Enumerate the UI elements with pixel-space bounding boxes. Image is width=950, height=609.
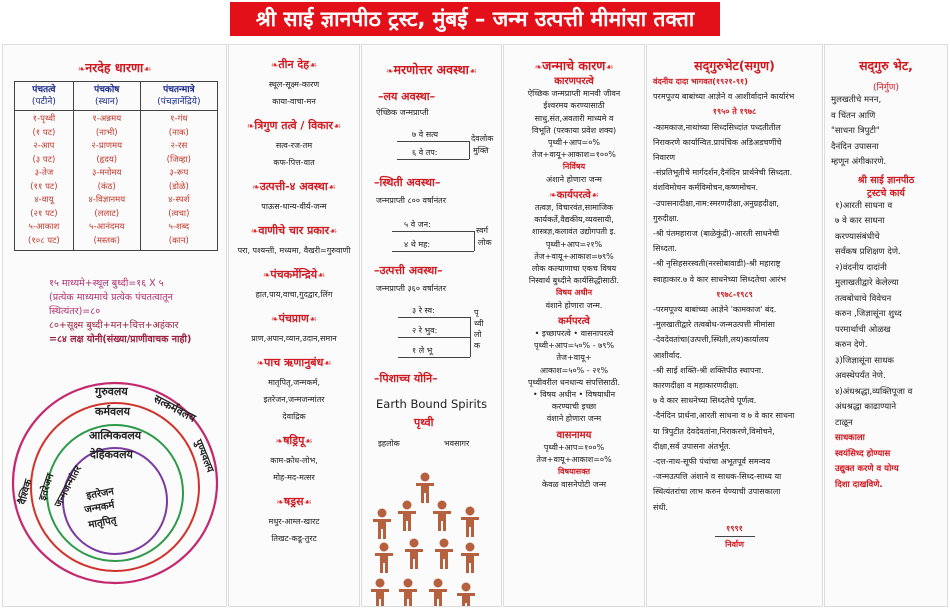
- panel-teen-deh: [228, 44, 360, 607]
- spirit-figure-icon: [373, 509, 391, 540]
- sagun-heading: सद्‌गुरुभेट(सगुण): [694, 58, 775, 73]
- karan-line: पृथ्वी+आप=१००%: [543, 442, 605, 452]
- sagun-item: -श्री साई शक्ति-श्री शक्तिपीठ स्थापना.: [653, 365, 764, 375]
- sagun-item: दीक्षा,सर्व उपासना अंतर्भूत.: [653, 441, 731, 451]
- side-char: क: [474, 341, 481, 350]
- ring-4: [63, 448, 167, 554]
- nirgun-line: म्हणून अंगीकारणे.: [831, 157, 887, 167]
- sagun-item: निराकरणे कार्यान्वित.प्रापंचिक अडिअडचणींचे: [653, 137, 782, 147]
- section-line: कफ-पित्त-वात: [273, 158, 315, 167]
- section-title: उत्पत्ती-४ अवस्था: [259, 180, 328, 193]
- section-line: काया-वाचा-मन: [272, 97, 316, 106]
- spirit-figure-icon: [433, 501, 451, 532]
- side-char: लो: [474, 330, 482, 339]
- nirgun-line: दैनंदिन उपासना: [831, 141, 879, 152]
- ring-label: वैश्विक: [17, 478, 35, 506]
- sagun-item: या त्रिपुटीत देवदेवतांना,निराकरणे,विमोचने,: [653, 426, 775, 436]
- header-title: पंचतत्वे: [32, 85, 56, 95]
- section-line: तिखट-कडू-तुरट: [271, 534, 317, 543]
- nirgun-heading: सद्‌गुरु भेट,: [859, 58, 913, 73]
- karan-section-heading: [504, 76, 644, 88]
- cell-line: (ललाट): [94, 208, 120, 219]
- sthiti-line: जन्मप्राप्ती ८०० वर्षानंतर: [376, 196, 446, 205]
- ring-label: पुण्यवलय: [192, 438, 216, 474]
- laya-box: [372, 123, 494, 167]
- cell-line: १-अन्नमय: [92, 114, 122, 124]
- laya-side2: मुक्ति: [473, 146, 489, 155]
- karan-line: कार्यकर्ते,वैद्यकीय,व्यवसायी,: [534, 215, 614, 225]
- karan-line: तेज+वायू+आकाश=१००%: [532, 150, 616, 160]
- section-line: पाऊस-धान्य-वीर्य-जन्म: [261, 202, 327, 211]
- ornament-icon: ☙: [309, 61, 318, 71]
- ornament-icon: ❧: [275, 437, 284, 447]
- note-line: ८०+सूक्ष्म बुध्दी+मन+चित्त+अहंकार: [49, 320, 179, 331]
- nirgun-line: मुलाखतीद्वारे केलेल्या: [835, 278, 899, 288]
- karan-line: पृथ्वी+आप=२१%: [545, 239, 603, 249]
- nirgun-line: करुन देणे.: [835, 340, 868, 350]
- karan-section-heading: [504, 316, 644, 328]
- maadhyam-notes: [49, 277, 224, 347]
- ornament-icon: ❧: [270, 61, 279, 71]
- range-1: १९५० ते १९७८: [712, 107, 757, 117]
- utpatti-line: जन्मप्राप्ती ३६० वर्षानंतर: [376, 284, 446, 293]
- cell-line: (नाभी): [95, 127, 118, 138]
- ornament-icon: ☙: [605, 63, 614, 73]
- pishach-heading: –पिशाच्च योनि–: [374, 372, 438, 385]
- nirgun-line: १)आरती साधना व: [835, 200, 893, 211]
- section-heading: [229, 223, 359, 238]
- utpatti-b3: १ ले भू: [412, 346, 433, 355]
- header-sub: (पटीने): [31, 97, 56, 107]
- cell-line: २-प्राणमय: [91, 141, 123, 151]
- section-line: काम-क्रोध-लोभ,: [270, 456, 318, 465]
- cell-line: ५-आकाश: [28, 222, 60, 232]
- spirit-figure-icon: [398, 501, 416, 532]
- karan-line: शास्त्रज्ञ,कलावंत उद्योगपती इ.: [531, 227, 617, 237]
- section-line: मोह-मद-मत्सर: [273, 473, 315, 482]
- sthiti-heading: –स्थिती अवस्था–: [374, 176, 441, 189]
- karan-after-line: केवळ वासनेपोटी जन्म: [541, 479, 607, 489]
- utpatti-b1: ३ रे स्व:: [412, 306, 435, 315]
- karan-line: वंशाने होणारा जन्म: [546, 414, 602, 424]
- section-heading: [229, 311, 359, 326]
- sagun-item: ७ वे कार साधनेच्या सिध्दतेचे पूर्णत्व.: [653, 396, 757, 406]
- karan-after: निर्विषय: [562, 162, 586, 172]
- cell-line: ५-आनंदमय: [89, 222, 125, 232]
- section-heading: [229, 494, 359, 509]
- table-header: [73, 82, 140, 111]
- panel-maranottar: [361, 44, 502, 607]
- karan-line: करण्याची इच्छा: [551, 402, 597, 412]
- spirit-figure-icon: [375, 543, 393, 574]
- section-title: तीन देह: [278, 58, 310, 71]
- section-heading: [229, 179, 359, 194]
- ornament-icon: ❧: [250, 227, 259, 237]
- section-heading: [229, 355, 359, 370]
- ornament-icon: ❧: [77, 65, 86, 75]
- utpatti-side: [474, 307, 484, 351]
- ring-label: जन्मकर्म: [83, 499, 116, 516]
- table-cell: [15, 111, 74, 251]
- sagun-item: आशीर्वाद.: [653, 350, 682, 360]
- cell-line: (जिव्हा): [166, 154, 191, 165]
- karan-section-title: कर्मपरत्वे: [558, 315, 590, 327]
- ornament-icon: ❧: [386, 67, 394, 77]
- cell-line: (१ पट): [32, 127, 56, 138]
- page-title: श्री साई ज्ञानपीठ ट्रस्ट, मुंबई – जन्म उत्पत्ती मीमांसा तक्ता: [230, 2, 720, 36]
- ring-label: आत्मिकवलय: [89, 429, 142, 442]
- spirit-figures: [362, 425, 502, 607]
- section-title: पंचकर्मेन्द्रिये: [270, 268, 318, 281]
- sagun-item: -श्री पंतमहाराज (बाळेकुंद्री)-आरती साधनेची: [653, 229, 780, 239]
- karan-line: • विषय अधीन • विषयाधीन: [532, 390, 616, 400]
- maranottar-heading: मरणोत्तर अवस्था: [393, 62, 469, 77]
- cell-line: ४-स्पर्श: [168, 195, 190, 205]
- valay-diagram: [5, 363, 225, 607]
- nirvan-label: निर्वाण: [725, 540, 744, 550]
- karan-section-title: कार्यपरत्वे: [556, 189, 591, 201]
- cell-line: (११ पट): [30, 181, 58, 192]
- nirgun-line: टाळून: [835, 417, 853, 428]
- section-line: स्थूल-सूक्ष्म-कारण: [268, 80, 320, 89]
- utpatti-heading: –उत्पत्ती अवस्था–: [374, 264, 443, 277]
- trust-heading-1: श्री साई ज्ञानपीठ: [857, 174, 915, 186]
- karan-after: विषय अधीन: [555, 288, 593, 298]
- spirit-figure-icon: [399, 579, 417, 608]
- utpatti-box: [372, 301, 497, 369]
- ring-label: गुरुवलय: [95, 385, 128, 398]
- ring-label: सत्कर्मवलय: [151, 392, 198, 425]
- nirgun-sub: (निर्गुण): [873, 83, 899, 93]
- sagun-item: -कामकाज,नाथांच्या सिध्दसिध्दांत पध्दतीतील: [653, 122, 781, 132]
- karan-line: पृथ्वी+आप=०%: [547, 138, 601, 148]
- ornament-icon: ❧: [276, 498, 284, 508]
- sagun-item: संधी.: [653, 502, 668, 512]
- sagun-item: -मुलखातीद्वारे तत्वबोध-जन्मउत्पत्ती मीमांसा: [653, 320, 775, 330]
- header-sub: (स्थान): [95, 97, 119, 107]
- ring-label: कर्मवलय: [95, 405, 130, 418]
- nirgun-line: अंधश्रद्धा काढाण्याने: [835, 402, 897, 412]
- sagun-item: -परमपूज्य बाबांच्या आज्ञेने 'कामकाज' बंद.: [653, 305, 777, 315]
- panel-sadgurubhet-sagun: [646, 44, 823, 607]
- sagun-item: -जन्मउत्पत्ति अंशाने व साधक-सिध्द-साध्य या: [653, 472, 782, 482]
- earth-bound-label: Earth Bound Spirits: [376, 397, 488, 411]
- section-heading: [229, 57, 359, 72]
- karan-line: पृथ्वीवरील धनधान्य संपत्तिसाठी.: [527, 377, 621, 387]
- cell-line: (१०८ पट): [28, 235, 60, 246]
- table-cell: [140, 111, 217, 251]
- ornament-icon: ☙: [308, 315, 317, 325]
- nardeh-heading: ❧नरदेह धारणा☙: [77, 60, 152, 75]
- cell-line: ३-मनोमय: [91, 168, 122, 178]
- cell-line: २-रस: [170, 141, 188, 151]
- sagun-item: कारणदीक्षा व महाकारणदीक्षा.: [653, 381, 739, 391]
- karan-line: साधु,संत,अवतारी माध्यमे व: [534, 113, 614, 123]
- ornament-icon: ❧: [252, 183, 260, 193]
- spirit-figure-icon: [435, 539, 453, 570]
- cell-line: ३-रूप: [169, 168, 189, 178]
- karan-line: तेज+वायू+: [556, 353, 592, 363]
- section-line: सत्व-रज-तम: [275, 141, 313, 150]
- cell-line: (हृदय): [96, 154, 118, 165]
- ornament-icon: ☙: [317, 271, 326, 281]
- nirgun-line: करण्यासंबंधीचे: [835, 231, 880, 242]
- ornament-icon: ❧: [262, 271, 271, 281]
- section-heading: [229, 267, 359, 282]
- ornament-icon: ☙: [303, 498, 312, 508]
- nirgun-line: ४)अंधश्रद्धा,व्यक्तिपूजा व: [835, 386, 913, 397]
- nirgun-line: २)वंदनीय दादांनी: [835, 262, 887, 273]
- ornament-icon: ☙: [333, 122, 342, 132]
- nirgun-line: मुलखतीचे मनन,: [831, 95, 882, 105]
- nirgun-line: व चिंतन आणि: [831, 110, 876, 121]
- nirgun-line: ७ वे कार साधना: [835, 216, 885, 226]
- nirgun-line: ३)जिज्ञासूंना साधक: [835, 355, 894, 366]
- ornament-icon: ❧: [534, 63, 543, 73]
- table-header: [140, 82, 217, 111]
- sagun-item: वंशविमोचन कर्मविमोचन,कष्णमोचन.: [653, 183, 759, 193]
- section-heading: [229, 118, 359, 133]
- nirgun-line: "साधना त्रिपुटी": [831, 126, 880, 136]
- nirgun-line: तत्वबोधाचे विवेचन: [835, 293, 892, 304]
- section-line: मधुर-आम्ल-खारट: [268, 517, 320, 526]
- karan-heading: जन्माचे कारण: [542, 58, 606, 73]
- ornament-icon: ☙: [304, 437, 313, 447]
- spirit-figure-icon: [461, 507, 479, 538]
- spirit-figure-icon: [416, 473, 434, 504]
- section-line: हात,पाय,वाचा,गुदद्वार,लिंग: [255, 290, 333, 299]
- section-title: पाच ऋणानुबंध: [264, 356, 324, 369]
- karan-line: पृथ्वी+आप=५०% - ७९%: [533, 341, 615, 351]
- ornament-icon: ☙: [329, 227, 338, 237]
- note-line: १५ माध्यमे+स्थूल बुध्दी=१६ X ५: [49, 278, 164, 289]
- side-char: पृ: [474, 308, 479, 317]
- section-title: त्रिगुण तत्वे / विकार: [254, 119, 334, 132]
- karan-section-title: वासनामय: [556, 429, 592, 441]
- sagun-item: गुरुदीक्षा.: [653, 213, 679, 223]
- ornament-icon: ❧: [271, 315, 279, 325]
- header-sub: (पंचज्ञानेंद्रिये): [157, 97, 201, 107]
- sagun-item: स्वाहाकार.७ वे कार साधनेच्या सिध्दतेचा आरंभ: [653, 274, 787, 284]
- utpatti-b2: २ रे भुव:: [412, 326, 438, 335]
- karan-line: ईश्वरमय करण्यासाठी: [543, 101, 605, 111]
- section-title: षड्रस: [283, 495, 304, 508]
- spirit-figure-icon: [461, 543, 479, 574]
- cell-line: (डोळे): [168, 181, 189, 192]
- nirgun-line: स्वयंसिध्द होण्यास: [835, 448, 891, 459]
- ornament-icon: ❧: [256, 359, 265, 369]
- karan-section-heading: [504, 430, 644, 442]
- table-row: [15, 111, 218, 251]
- cell-line: १-पृथ्वी: [32, 114, 56, 124]
- note-line: (प्रत्येक माध्यमाचे प्रत्येक पंचतत्वातून: [49, 292, 173, 303]
- panel-nardeh: [2, 44, 227, 607]
- cell-line: (कंठ): [97, 181, 116, 192]
- nirgun-line: परमार्थाची ओळख: [835, 324, 891, 335]
- cell-line: ४-वायू: [34, 195, 54, 205]
- karan-line: निस्वार्थ बुध्दीने कार्यसिद्धीसाठी.: [528, 276, 620, 286]
- ornament-icon: ☙: [327, 183, 336, 193]
- nirgun-line: करुन ,जिज्ञासूंना शुध्द: [835, 309, 902, 319]
- nirgun-line: अवस्थेपर्यंत नेणे.: [835, 371, 886, 381]
- section-line: परा, पश्यन्ती, मध्यमा, वैखरी=गुरुवाणी: [237, 246, 351, 255]
- note-line: स्थित्यंतर)=८०: [49, 306, 101, 317]
- karan-line: ऐच्छिक जन्मप्राप्ती मानवी जीवन: [527, 89, 621, 99]
- karan-section-heading: [504, 190, 644, 202]
- karan-line: आकाश=५०% - २१%: [539, 365, 609, 375]
- sthiti-b1: ५ वे जन:: [404, 220, 431, 229]
- karan-line: तत्वज्ञ, विचारवंत,सामाजिक: [534, 203, 614, 213]
- ring-label: इतरेजन: [85, 486, 115, 502]
- trust-heading-2: ट्रस्टचे कार्य: [867, 187, 905, 199]
- karyarambh: परमपूज्य बाबांच्या आज्ञेने व आशीर्वादाने कार्यारंभ: [653, 92, 795, 102]
- laya-side1: देवलोक: [471, 134, 494, 143]
- nirgun-line: साधकाला: [835, 433, 865, 443]
- karan-after-line: अंशाने होणारा जन्म: [546, 174, 602, 184]
- sagun-item: सिध्दता.: [653, 244, 677, 254]
- section-line: देवाद्रिक: [282, 412, 306, 421]
- karan-line: तेज+वायू+आकाश=७९%: [534, 251, 614, 261]
- cell-line: (नाक): [168, 127, 189, 138]
- cell-line: (२१ पट): [30, 208, 58, 219]
- sagun-item: -दैनंदिन प्रार्थना,आरती साधना व ७ वे कार साधना: [653, 411, 795, 421]
- nirgun-line: सर्वंकष प्रशिक्षण देणे.: [835, 247, 901, 257]
- sagun-item: निवारण: [653, 153, 676, 163]
- section-line: प्राण,अपान,व्यान,उदान,समान: [251, 334, 337, 343]
- ring-label: जन्मजन्मांतर: [52, 464, 85, 510]
- karan-line: तेज+वायू+आकाश=०%: [536, 455, 612, 465]
- ring-label: इतरेजन: [37, 472, 57, 502]
- ornament-icon: ☙: [323, 359, 332, 369]
- spirit-figure-icon: [457, 583, 475, 608]
- ornament-icon: ☙: [590, 190, 599, 201]
- bhavsagar-label: भवसागर: [444, 439, 470, 448]
- sagun-item: -उपासनादीक्षा,नाम:स्मरणदीक्षा,अनुग्रहदीक्षा,: [653, 198, 780, 208]
- section-title: पंचप्राण: [278, 312, 309, 325]
- panchatatva-table: [14, 81, 218, 251]
- sagun-item: -देवदेवतांचा(उत्पत्ती,स्थिती,लय)कार्यालय: [653, 335, 769, 345]
- cell-line: (३ पट): [32, 154, 56, 165]
- ring-label: देहिकवलय: [90, 448, 133, 461]
- section-title: वाणीचे चार प्रकार: [258, 224, 330, 237]
- spirit-figure-icon: [429, 579, 447, 608]
- side-char: थ्वी: [474, 319, 484, 328]
- laya-heading: –लय अवस्था–: [378, 90, 436, 103]
- cell-line: २-आप: [33, 141, 55, 151]
- dada-intro: वंदनीय दादा भागवत(१९२१-९१): [653, 77, 748, 86]
- karan-section-title: कारणपरत्वे: [554, 76, 594, 87]
- ornament-icon: ☙: [468, 67, 477, 77]
- section-line: इतरेजन,जन्मजन्मांतर: [263, 395, 325, 404]
- sthiti-side1: स्वर्ग: [476, 226, 489, 235]
- cell-line: (कान): [168, 235, 189, 246]
- table-header: [15, 82, 74, 111]
- laya-b2: ६ वे तप:: [412, 148, 438, 157]
- spirit-figure-icon: [405, 539, 423, 570]
- karan-after: विषयासक्त: [557, 467, 591, 477]
- karan-line: विभूति (परकाया प्रवेश शक्य): [531, 125, 617, 135]
- range-2: १९७८-१९८९: [716, 289, 753, 299]
- ornament-icon: ❧: [549, 190, 557, 201]
- sagun-item: स्थित्यंतरांचा लाभ करुन घेण्याची उपासकाला: [653, 487, 781, 497]
- header-title: पंचतन्मात्रे: [163, 85, 195, 95]
- nirgun-line: दिशा दाखविणे.: [835, 479, 883, 490]
- panel-janmache-karan: [503, 44, 645, 607]
- laya-b1: ७ वे सत्य: [412, 130, 439, 139]
- cell-line: १-गंध: [170, 114, 188, 124]
- panel-sadgurubhet-nirgun: [824, 44, 948, 607]
- karan-line: • इच्छापरत्वे • वासनापरत्वे: [534, 329, 614, 339]
- sthiti-side2: लोक: [478, 238, 492, 247]
- ornament-icon: ❧: [246, 122, 255, 132]
- earth-label: पृथ्वी: [414, 416, 434, 429]
- cell-line: (मस्तक): [93, 235, 120, 246]
- year-1991: १९९१: [726, 523, 743, 533]
- sagun-item: -श्री नृसिहसरस्वती(नरसोबावाडी)-श्री महाराष्ट्र: [653, 259, 781, 269]
- cell-line: ४-विज्ञानमय: [88, 195, 126, 205]
- header-title: पंचकोष: [94, 85, 120, 95]
- ornament-icon: ☙: [143, 65, 152, 75]
- sagun-item: -दत्त-नाथ-सूफी पंथांचा अभूतपूर्व समन्वय: [653, 457, 771, 467]
- spirit-figure-icon: [371, 579, 389, 608]
- table-cell: [73, 111, 140, 251]
- section-heading: [229, 433, 359, 448]
- laya-line: ऐच्छिक जन्मप्राप्ती: [376, 108, 429, 117]
- sagun-item: -संप्रतिभूतीचे मार्गदर्शन,दैनंदिन प्रार्थनेची सिध्दता.: [653, 168, 793, 178]
- section-title: षड्रिपू: [283, 434, 305, 447]
- karan-line: लोक कल्याणाचा एकच विषय: [531, 264, 617, 274]
- cell-line: ३-तेज: [34, 168, 54, 178]
- nirgun-line: उद्युक्त करणे व योग्य: [835, 464, 899, 474]
- note-line: =८४ लक्ष योनी(संख्या/प्राणीवाचक नाही): [49, 334, 192, 345]
- cell-line: ५-शब्द: [168, 222, 190, 232]
- cell-line: (त्वचा): [168, 208, 190, 219]
- sthiti-b2: ४ थे मह:: [404, 240, 431, 249]
- karan-after-line: वंशाने होणारा जन्म.: [545, 300, 603, 310]
- ihlok-label: इहलोक: [378, 439, 400, 448]
- section-line: मातृपितृ,जन्मकर्म,: [268, 378, 320, 387]
- sthiti-box: [372, 213, 492, 259]
- ring-label: मातृपितृ: [87, 515, 118, 531]
